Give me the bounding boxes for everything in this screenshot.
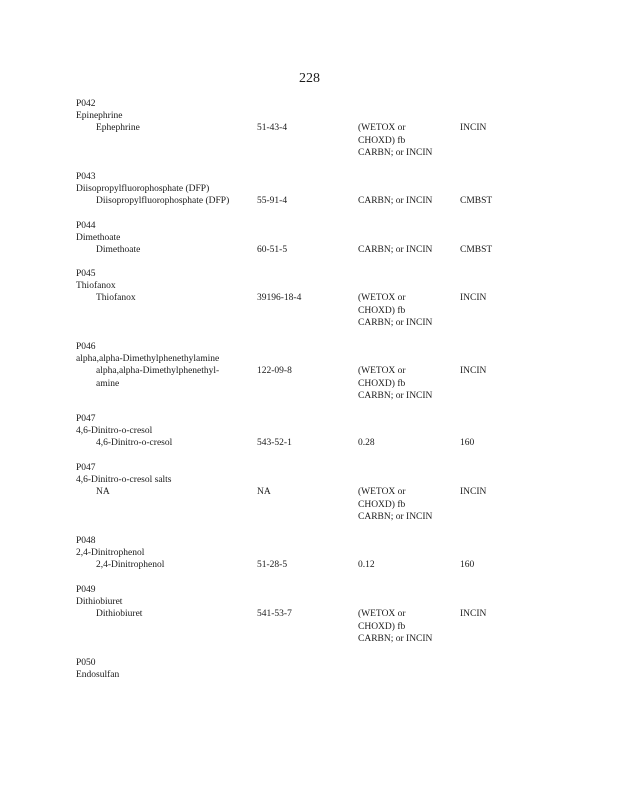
page-number: 228 [299, 71, 320, 86]
chemical-name: Dithiobiuret [76, 597, 123, 608]
cas-number: 39196-18-4 [257, 293, 302, 304]
concentration-standard: 160 [460, 560, 475, 571]
treatment-standard: CHOXD) fb [358, 378, 406, 389]
cas-number: 543-52-1 [257, 438, 292, 449]
cas-number: 51-43-4 [257, 123, 288, 134]
waste-code: P042 [76, 99, 96, 109]
chemical-name: Diisopropylfluorophosphate (DFP) [76, 184, 210, 195]
waste-code: P047 [76, 463, 96, 473]
concentration-standard: INCIN [460, 123, 487, 134]
chemical-name: Endosulfan [76, 670, 120, 681]
constituent-name: Thiofanox [96, 293, 136, 304]
chemical-name: 4,6-Dinitro-o-cresol salts [76, 475, 172, 486]
chemical-name: Dimethoate [76, 233, 121, 244]
concentration-standard: CMBST [460, 196, 493, 207]
cas-number: NA [257, 487, 271, 498]
constituent-name: Dimethoate [96, 245, 141, 256]
treatment-standard: CHOXD) fb [358, 621, 406, 632]
treatment-standard: CARBN; or INCIN [358, 511, 433, 522]
treatment-standard: 0.28 [358, 438, 375, 449]
treatment-standard: (WETOX or [358, 487, 406, 498]
waste-code: P047 [76, 414, 96, 424]
concentration-standard: INCIN [460, 366, 487, 377]
constituent-name: Dithiobiuret [96, 609, 143, 620]
cas-number: 122-09-8 [257, 366, 292, 377]
waste-code: P043 [76, 172, 96, 182]
waste-code: P049 [76, 585, 96, 595]
concentration-standard: CMBST [460, 245, 493, 256]
chemical-name: 2,4-Dinitrophenol [76, 548, 145, 559]
cas-number: 541-53-7 [257, 609, 292, 620]
cas-number: 55-91-4 [257, 196, 288, 207]
chemical-name: Thiofanox [76, 281, 116, 292]
treatment-standard: CARBN; or INCIN [358, 317, 433, 328]
constituent-name: amine [96, 378, 120, 389]
treatment-standard: CARBN; or INCIN [358, 390, 433, 401]
treatment-standard: 0.12 [358, 560, 375, 571]
treatment-standard: (WETOX or [358, 123, 406, 134]
chemical-name: alpha,alpha-Dimethylphenethylamine [76, 354, 220, 365]
treatment-standard: (WETOX or [358, 609, 406, 620]
concentration-standard: INCIN [460, 487, 487, 498]
waste-code: P044 [76, 221, 96, 231]
treatment-standard: CARBN; or INCIN [358, 245, 433, 256]
waste-code: P046 [76, 342, 96, 352]
constituent-name: Diisopropylfluorophosphate (DFP) [96, 196, 230, 207]
treatment-standard: CARBN; or INCIN [358, 633, 433, 644]
treatment-standard: CARBN; or INCIN [358, 147, 433, 158]
constituent-name: Ephephrine [96, 123, 140, 134]
chemical-name: Epinephrine [76, 111, 123, 122]
treatment-standard: (WETOX or [358, 293, 406, 304]
concentration-standard: INCIN [460, 293, 487, 304]
waste-code: P050 [76, 658, 96, 668]
constituent-name: 4,6-Dinitro-o-cresol [96, 438, 173, 449]
cas-number: 60-51-5 [257, 245, 288, 256]
concentration-standard: 160 [460, 438, 475, 449]
constituent-name: NA [96, 487, 110, 498]
treatment-standard: CARBN; or INCIN [358, 196, 433, 207]
treatment-standard: CHOXD) fb [358, 305, 406, 316]
constituent-name: alpha,alpha-Dimethylphenethyl- [96, 366, 220, 377]
waste-code: P048 [76, 536, 96, 546]
cas-number: 51-28-5 [257, 560, 288, 571]
concentration-standard: INCIN [460, 609, 487, 620]
constituent-name: 2,4-Dinitrophenol [96, 560, 165, 571]
chemical-name: 4,6-Dinitro-o-cresol [76, 426, 153, 437]
waste-code: P045 [76, 269, 96, 279]
treatment-standard: CHOXD) fb [358, 135, 406, 146]
treatment-standard: CHOXD) fb [358, 499, 406, 510]
treatment-standard: (WETOX or [358, 366, 406, 377]
